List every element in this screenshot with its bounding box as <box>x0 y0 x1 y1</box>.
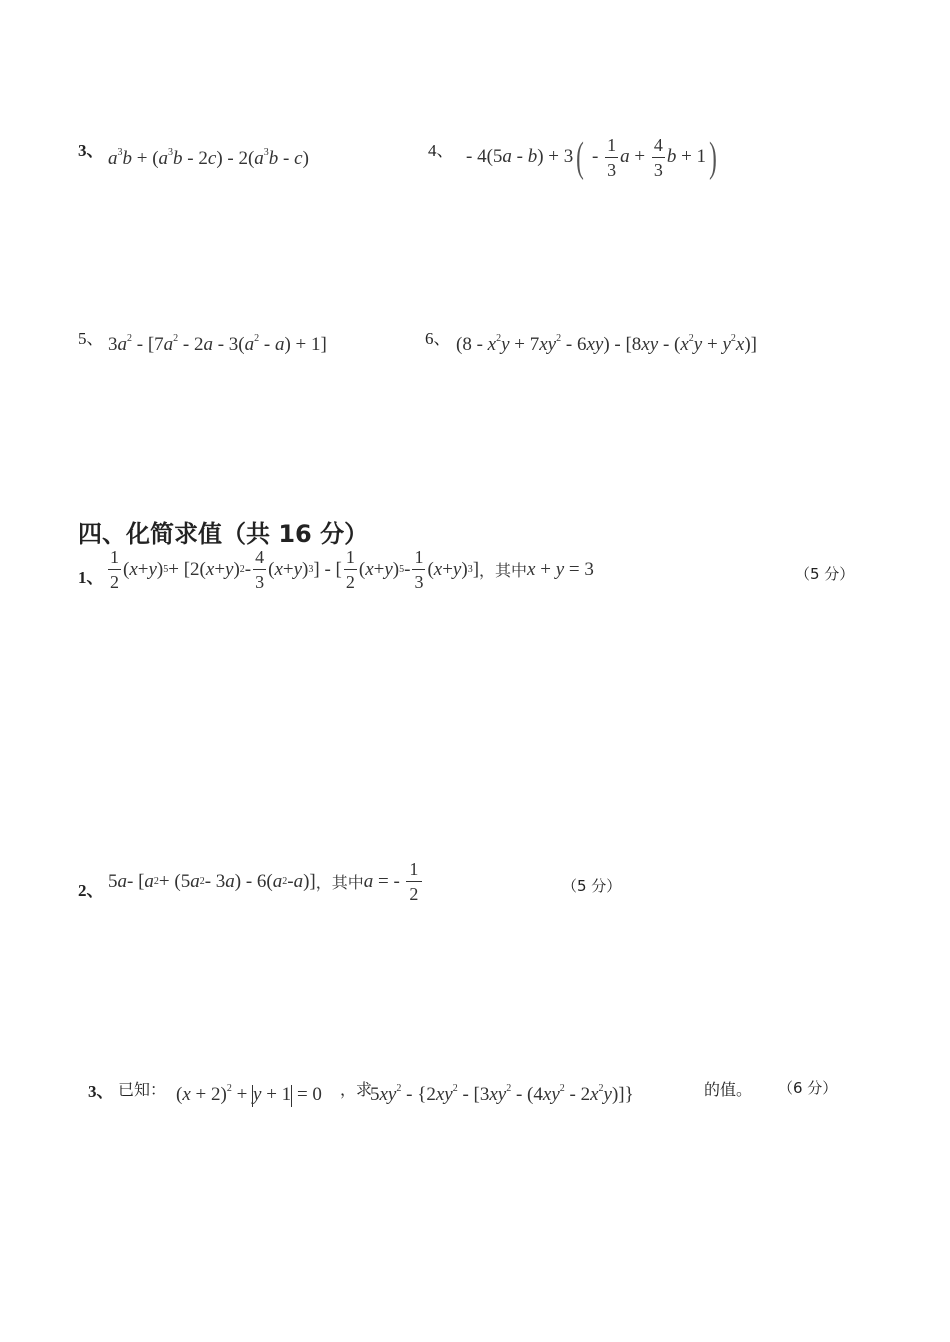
section-4-q3-score: （6 分） <box>778 1079 838 1097</box>
problem-3-expression: $a^3b + (a^3b - 2c) - 2(a^3b - c)$ <box>108 147 309 169</box>
section-4-q2-condition-text: ，其中 <box>315 873 364 892</box>
problem-4-number: 4、 <box>428 141 454 160</box>
section-4-q3-number: 3、 <box>88 1082 114 1101</box>
section-4-title: 四、化简求值（共 16 分） <box>78 520 369 548</box>
problem-6-number: 6、 <box>425 329 451 348</box>
problem-5-number: 5、 <box>78 329 104 348</box>
section-4-q3-condition: $(x + 2)^2 + y + 1 = 0$ <box>176 1083 322 1105</box>
section-4-q1-number: 1、 <box>78 568 104 587</box>
section-4-q3-expression: $5xy^2 - \{2xy^2 - [3xy^2 - (4xy^2 - 2x^2y)]\}$ <box>370 1083 634 1105</box>
section-4-q1-expression: $\frac{1}{2}$ ( x + y ) 5 + [2( x + y ) 2 - $\frac{4}{3}$ ( x + y ) 3 ] - [ $\frac{1}{2}$ ( x + y ) 5 - $\frac{1}{3}$ ( x + y ) 3 ] ，其中 x + y = 3 <box>110 547 594 592</box>
problem-5-expression: $3a^2 - [7a^2 - 2a - 3(a^2 - a) + 1]$ <box>108 333 327 355</box>
section-4-q1-condition-text: ，其中 <box>479 561 528 580</box>
section-4-q3-tail-text: 的值。 <box>704 1080 753 1099</box>
section-4-q3-mid-text: ，求 <box>340 1080 373 1099</box>
section-4-q2-score: （5 分） <box>562 877 622 895</box>
section-4-q1-score: （5 分） <box>795 565 855 583</box>
section-4-q2-expression: 5 a - [ a 2 + (5 a 2 - 3 a ) - 6( a 2 - a )] ，其中 a = - $\frac{1}{2}$ <box>108 860 424 903</box>
problem-3-number: 3、 <box>78 141 104 160</box>
problem-6-expression: $(8 - x^2y + 7xy^2 - 6xy) - [8xy - (x^2y + y^2x)]$ <box>456 333 757 355</box>
section-4-q3-lead-text: 已知： <box>118 1080 167 1099</box>
section-4-q2-number: 2、 <box>78 881 104 900</box>
problem-4-expression: - 4(5a - b) + 3( - $\frac{1}{3}$ a + $\frac{4}{3}$ b + 1) <box>466 134 717 181</box>
